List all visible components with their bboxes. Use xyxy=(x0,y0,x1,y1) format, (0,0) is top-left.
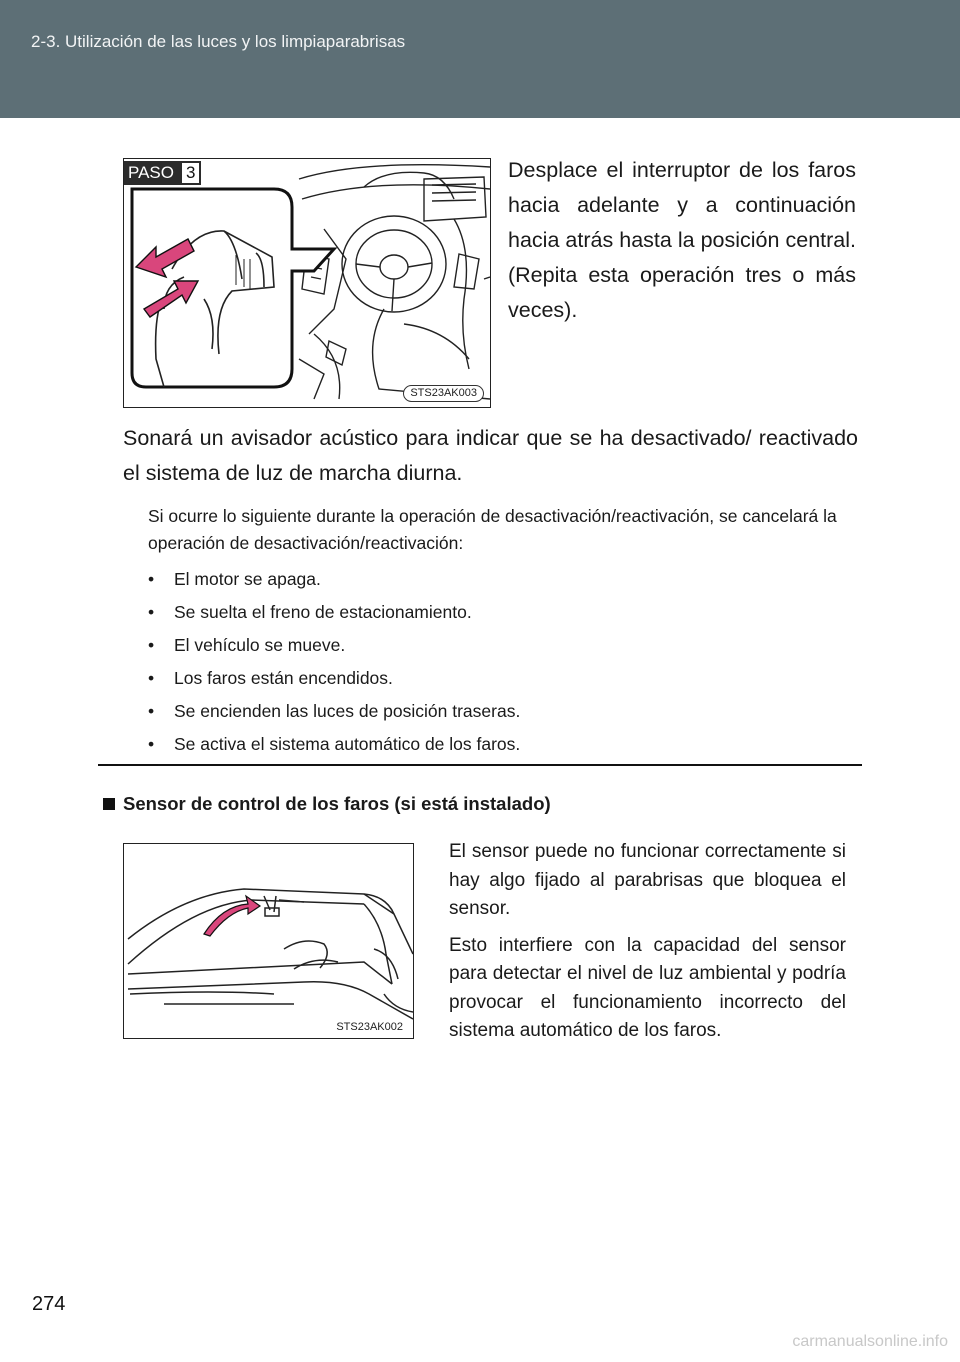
step-instruction: Desplace el interruptor de los faros hacia adelante y a continuación hacia atrás hasta la posición central. (Repita esta operación tres o más veces). xyxy=(508,158,856,322)
list-item: • Se encienden las luces de posición traseras. xyxy=(148,701,521,721)
watermark: carmanualsonline.info xyxy=(792,1333,948,1350)
list-item: • Se activa el sistema automático de los faros. xyxy=(148,734,521,754)
figure-code: STS23AK003 xyxy=(403,385,484,402)
list-item: • El vehículo se mueve. xyxy=(148,635,346,655)
headlight-switch-figure xyxy=(123,158,491,408)
page-number: 274 xyxy=(32,1293,66,1315)
page-header xyxy=(0,0,960,118)
list-item: • Se suelta el freno de estacionamiento. xyxy=(148,602,472,622)
figure-code: STS23AK002 xyxy=(330,1020,409,1035)
step-badge xyxy=(124,161,201,185)
square-bullet-icon xyxy=(103,798,115,810)
step-number: 3 xyxy=(180,161,201,185)
sensor-description xyxy=(449,838,846,1054)
cancel-conditions-list xyxy=(148,566,520,764)
section-divider xyxy=(98,764,862,766)
list-item: • Los faros están encendidos. xyxy=(148,668,393,688)
step-word: PASO xyxy=(124,161,180,185)
sensor-paragraph-2: Esto interfiere con la capacidad del sensor para detectar el nivel de luz ambiental y podría provocar el funcionamiento incorrecto del sistema automático de los faros. xyxy=(449,934,846,1041)
list-item: • El motor se apaga. xyxy=(148,569,321,589)
windshield-sensor-illustration xyxy=(124,844,413,1038)
headlight-switch-illustration xyxy=(124,159,490,407)
sensor-paragraph-1: El sensor puede no funcionar correctamente si hay algo fijado al parabrisas que bloquea el sensor. xyxy=(449,841,846,919)
note-paragraph: Si ocurre lo siguiente durante la operación de desactivación/reactivación, se cancelará la operación de desactivación/reactivación: xyxy=(148,506,837,553)
main-paragraph: Sonará un avisador acústico para indicar que se ha desactivado/ reactivado el sistema de luz de marcha diurna. xyxy=(123,426,858,485)
sensor-heading: Sensor de control de los faros (si está instalado) xyxy=(103,793,551,815)
section-title: 2-3. Utilización de las luces y los limpiaparabrisas xyxy=(31,32,406,51)
sensor-figure xyxy=(123,843,414,1039)
